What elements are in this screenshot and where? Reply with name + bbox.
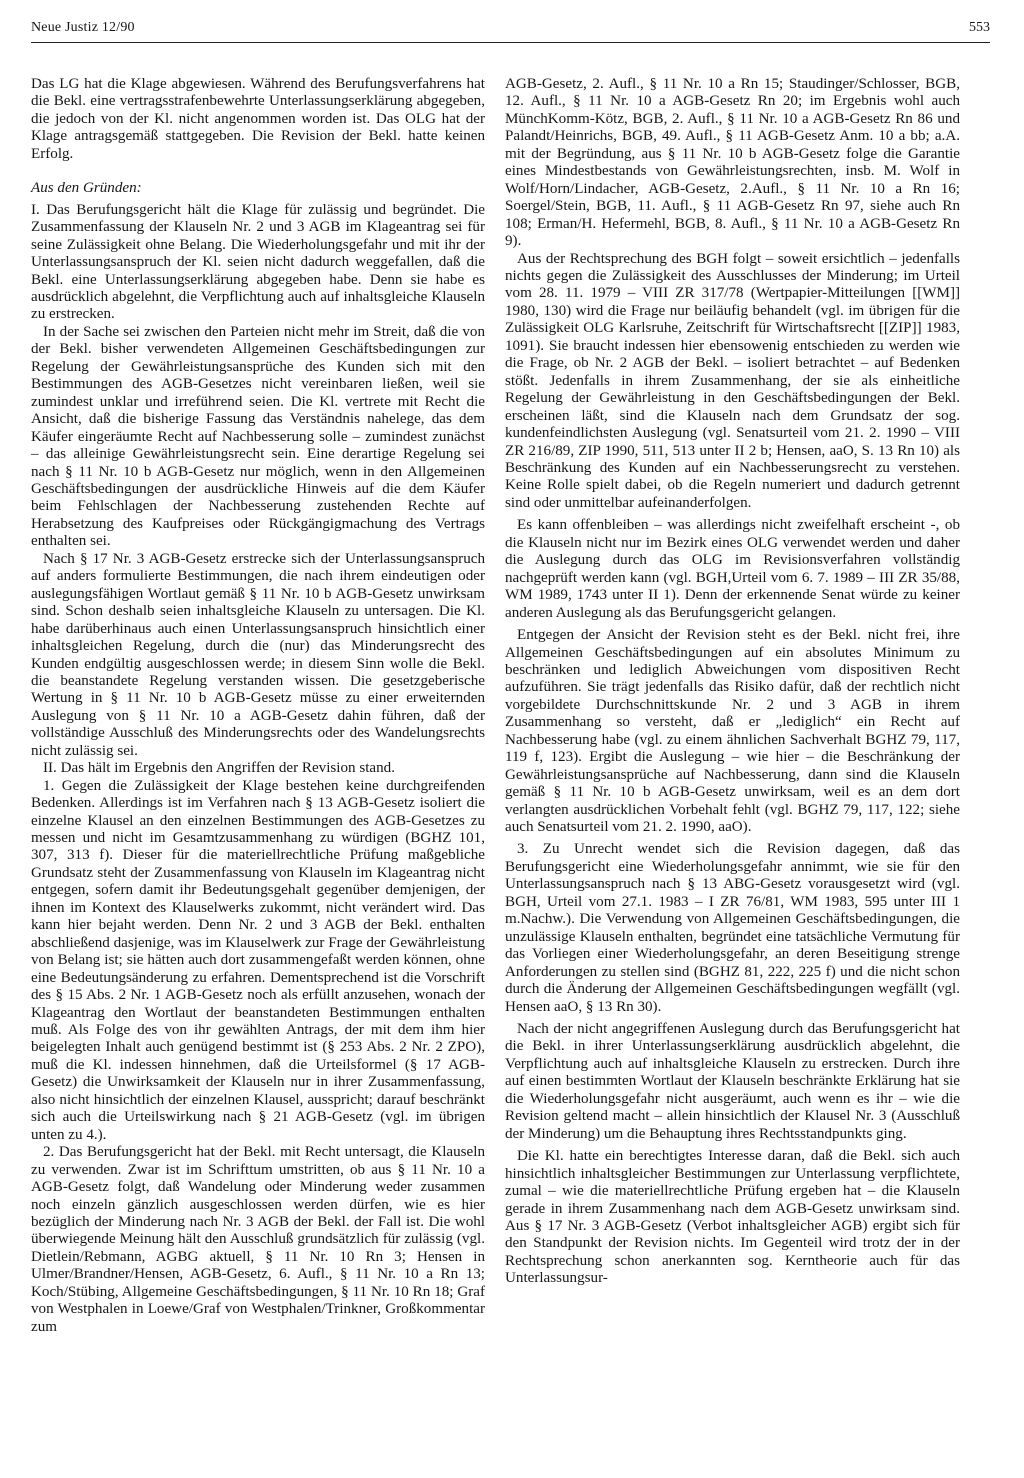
right-column (505, 76, 960, 1288)
paragraph: 3. Zu Unrecht wendet sich die Revision dagegen, daß das Berufungsgericht eine Wiederholungsgefahr annimmt, wie sie für den Unterlassungsanspruch nach § 13 ABG-Gesetz vorausgesetzt wird (vgl. BGH, Urteil vom 27.1. 1983 – I ZR 76/81, WM 1983, 595 unter III 1 m.Nachw.). Die Verwendung von Allgemeinen Geschäftsbedingungen, die unzulässige Klauseln enthalten, begründet eine tatsächliche Vermutung für das Vorliegen einer Wiederholungsgefahr, an deren Beseitigung strenge Anforderungen zu stellen sind (BGHZ 81, 222, 225 f) und die nicht schon durch die Änderung der Allgemeinen Geschäftsbedingungen wegfällt (vgl. Hensen aaO, § 13 Rn 30). (505, 841, 960, 1015)
page-header (31, 12, 990, 46)
paragraph: II. Das hält im Ergebnis den Angriffen der Revision stand. (43, 760, 395, 777)
paragraph: AGB-Gesetz, 2. Aufl., § 11 Nr. 10 a Rn 15; Staudinger/Schlosser, BGB, 12. Aufl., § 11 Nr. 10 a AGB-Gesetz Rn 20; im Ergebnis wohl auch MünchKomm-Kötz, BGB, 2. Aufl., § 11 Nr. 10 a AGB-Gesetz Rn 86 und Palandt/Heinrichs, BGB, 49. Aufl., § 11 AGB-Gesetz Anm. 10 a bb; a.A. mit der Begründung, aus § 11 Nr. 10 b AGB-Gesetz folge die Garantie eines Mindestbestands von Gewährleistungsrechten, insb. M. Wolf in Wolf/Horn/Lindacher, AGB-Gesetz, 2.Aufl., § 11 Nr. 10 a Rn 16; Soergel/Stein, BGB, 11. Aufl., § 11 AGB-Gesetz Rn 97, siehe auch Rn 108; Erman/H. Hefermehl, BGB, 8. Aufl., § 11 Nr. 10 a AGB-Gesetz Rn 9). (505, 76, 960, 250)
paragraph: Aus der Rechtsprechung des BGH folgt – soweit ersichtlich – jedenfalls nichts gegen die Zulässigkeit des Ausschlusses der Minderung; im Urteil vom 28. 11. 1979 – VIII ZR 317/78 (Wertpapier-Mitteilungen [[WM]] 1980, 130) wird die Frage nur beiläufig behandelt (vgl. im übrigen für die Zulässigkeit OLG Karlsruhe, Zeitschrift für Wirtschaftsrecht [[ZIP]] 1983, 1091). Sie braucht indessen hier ebensowenig entschieden zu werden wie die Frage, ob Nr. 2 AGB der Bekl. – isoliert betrachtet – auf Bedenken stößt. Jedenfalls in ihrem Zusammenhang, der sie als einheitliche Regelung der Gewährleistung in den Geschäftsbedingungen der Bekl. erscheinen läßt, sind die Klauseln nach dem Grundsatz der sog. kundenfeindlichsten Auslegung (vgl. Senatsurteil vom 21. 2. 1990 – VIII ZR 216/89, ZIP 1990, 511, 513 unter II 2 b; Hensen, aaO, S. 13 Rn 10) als Beschränkung des Kunden auf ein Nachbesserungsrecht zu verstehen. Keine Rolle spielt dabei, ob die Regeln numeriert und dadurch getrennt sind oder unmittelbar aufeinanderfolgen. (505, 250, 960, 511)
paragraph: Das LG hat die Klage abgewiesen. Während des Berufungsverfahrens hat die Bekl. eine vertragsstrafenbewehrte Unterlassungserklärung abgegeben, die jedoch von der Kl. nicht angenommen worden ist. Das OLG hat der Klage antragsgemäß stattgegeben. Die Revision der Bekl. hatte keinen Erfolg. (31, 76, 485, 162)
left-column (31, 76, 485, 1336)
paragraph: I. Das Berufungsgericht hält die Klage für zulässig und begründet. Die Zusammenfassung der Klauseln Nr. 2 und 3 AGB im Klageantrag sei für seine Zulässigkeit ohne Belang. Die Wiederholungsgefahr und mit ihr der Unterlassungsanspruch der Kl. seien nicht dadurch weggefallen, daß die Bekl. eine Unterlassungserklärung abgegeben habe. Denn sie habe es ausdrücklich abgelehnt, die Verpflichtung auch auf inhaltsgleiche Klauseln zu erstrecken. (31, 201, 485, 323)
paragraph: Es kann offenbleiben – was allerdings nicht zweifelhaft erscheint -, ob die Klauseln nicht nur im Bezirk eines OLG verwendet werden und daher die Auslegung durch das OLG im Revisionsverfahren vollständig nachgeprüft werden kann (vgl. BGH,Urteil vom 6. 7. 1989 – III ZR 35/88, WM 1989, 1743 unter II 1). Denn der erkennende Senat würde zu keiner anderen Auslegung als das Berufungsgericht gelangen. (505, 517, 960, 621)
header-rule (31, 42, 990, 43)
paragraph: In der Sache sei zwischen den Parteien nicht mehr im Streit, daß die von der Bekl. bisher verwendeten Allgemeinen Geschäftsbedingungen zur Regelung der Gewährleistungsansprüche des Kunden sich mit den Bestimmungen des AGB-Gesetzes nicht vereinbaren ließen, weil sie zumindest unklar und irreführend seien. Die Kl. vertrete mit Recht die Ansicht, daß die bisherige Fassung das Verständnis nahelege, das dem Käufer eingeräumte Recht auf Nachbesserung solle – zumindest zunächst – das alleinige Gewährleistungsrecht sein. Eine derartige Regelung sei nach § 11 Nr. 10 b AGB-Gesetz nur möglich, wenn in den Allgemeinen Geschäftsbedingungen der ausdrückliche Hinweis auf die dem Käufer beim Fehlschlagen der Nachbesserung zustehenden Rechte auf Herabsetzung des Kaufpreises oder Rückgängigmachung des Vertrags enthalten sei. (31, 323, 485, 550)
paragraph: Nach der nicht angegriffenen Auslegung durch das Berufungsgericht hat die Bekl. in ihrer Unterlassungserklärung ausdrücklich abgelehnt, die Verpflichtung auch auf inhaltsgleiche Klauseln zu erstrecken. Durch ihre auf einen bestimmten Wortlaut der Klauseln beschränkte Erklärung hat sie die Wiederholungsgefahr nicht ausgeräumt, auch wenn es ihr – wie die Revision geltend macht – allein hinsichtlich der Klausel Nr. 3 (Ausschluß der Minderung) um die Behauptung ihres Rechtsstandpunkts ging. (505, 1021, 960, 1142)
paragraph: 1. Gegen die Zulässigkeit der Klage bestehen keine durchgreifenden Bedenken. Allerdings ist im Verfahren nach § 13 AGB-Gesetz isoliert die einzelne Klausel an den einzelnen Bestimmungen des AGB-Gesetzes zu messen und nicht im Gesamtzusammenhang zu würdigen (BGHZ 101, 307, 313 f). Dieser für die materiellrechtliche Prüfung maßgebliche Grundsatz steht der Zusammenfassung von Klauseln im Klageantrag nicht entgegen, sofern damit ihr Bedeutungsgehalt gegenüber demjenigen, der ihnen im Kontext des Klauselwerks zukommt, nicht verändert wird. Das kann hier bejaht werden. Denn Nr. 2 und 3 AGB der Bekl. enthalten abschließend dasjenige, was im Klauselwerk zur Frage der Gewährleistung von Belang ist; sie hätten auch dort zusammengefaßt werden können, ohne eine Bedeutungsänderung zu erfahren. Dementsprechend ist die Vorschrift des § 15 Abs. 2 Nr. 1 AGB-Gesetz noch als erfüllt anzusehen, wonach der Klageantrag den Wortlaut der beanstandeten Bestimmungen enthalten muß. Als Folge des von ihr gewählten Antrags, der mit dem ihm hier beigelegten Inhalt auch genügend bestimmt ist (§ 253 Abs. 2 Nr. 2 ZPO), muß die Kl. indessen hinnehmen, daß die Urteilsformel (§ 17 AGB-Gesetz) die Unwirksamkeit der Klauseln nur in ihrer Zusammenfassung, also nicht hinsichtlich der einzelnen Klausel, ausspricht; darauf beschränkt sich auch die Urteilswirkung nach § 21 AGB-Gesetz (vgl. im übrigen unten zu 4.). (31, 777, 485, 1143)
paragraph: 2. Das Berufungsgericht hat der Bekl. mit Recht untersagt, die Klauseln zu verwenden. Zwar ist im Schrifttum umstritten, ob aus § 11 Nr. 10 a AGB-Gesetz folgt, daß Wandelung oder Minderung weder zusammen noch einzeln gänzlich ausgeschlossen werden dürfen, wie es hier bezüglich der Minderung nach Nr. 3 AGB der Bekl. der Fall ist. Die wohl überwiegende Meinung hält den Ausschluß grundsätzlich für zulässig (vgl. Dietlein/Rebmann, AGBG aktuell, § 11 Nr. 10 Rn 3; Hensen in Ulmer/Brandner/Hensen, AGB-Gesetz, 6. Aufl., § 11 Nr. 10 a Rn 13; Koch/Stübing, Allgemeine Geschäftsbedingungen, § 11 Nr. 10 Rn 18; Graf von Westphalen in Loewe/Graf von Westphalen/Trinkner, Großkommentar zum (31, 1144, 485, 1335)
section-subheading: Aus den Gründen: (31, 180, 142, 197)
paragraph: Nach § 17 Nr. 3 AGB-Gesetz erstrecke sich der Unterlassungsanspruch auf anders formulierte Bestimmungen, die nach ihrem eindeutigen oder auslegungsfähigen Wortlaut gemäß § 11 Nr. 10 b AGB-Gesetz unwirksam sind. Schon deshalb seien inhaltsgleiche Klauseln zu untersagen. Die Kl. habe darüberhinaus auch einen Unterlassungsanspruch hinsichtlich einer inhaltsgleichen Regelung, durch die (nur) das Minderungsrecht des Kunden endgültig ausgeschlossen werde; in diesem Sinn wolle die Bekl. die beanstandete Regelung verstanden wissen. Die gesetzgeberische Wertung in § 11 Nr. 10 b AGB-Gesetz müsse zu einer erweiternden Auslegung von § 11 Nr. 10 a AGB-Gesetz dahin führen, daß der vollständige Ausschluß des Minderungsrechts oder des Wandelungsrechts nicht zulässig sei. (31, 550, 485, 759)
paragraph: Entgegen der Ansicht der Revision steht es der Bekl. nicht frei, ihre Allgemeinen Geschäftsbedingungen auf ein absolutes Minimum zu beschränken und lediglich Abweichungen vom dispositiven Recht aufzuführen. Sie trägt jedenfalls das Risiko dafür, daß der rechtlich nicht vorgebildete Durchschnittskunde Nr. 2 und 3 AGB in ihrem Zusammenhang so versteht, daß er „lediglich“ ein Recht auf Nachbesserung habe (vgl. zu einem ähnlichen Sachverhalt BGHZ 79, 117, 119 f, 123). Ergibt die Auslegung – wie hier – die Beschränkung der Gewährleistungsansprüche auf Nachbesserung, dann sind die Klauseln gemäß § 11 Nr. 10 b AGB-Gesetz unwirksam, weil es an dem dort verlangten ausdrücklichen Vorbehalt fehlt (vgl. BGHZ 79, 117, 122; siehe auch Senatsurteil vom 21. 2. 1990, aaO). (505, 627, 960, 836)
paragraph: Die Kl. hatte ein berechtigtes Interesse daran, daß die Bekl. sich auch hinsichtlich inhaltsgleicher Bestimmungen zur Unterlassung verpflichtete, zumal – wie die materiellrechtliche Prüfung ergeben hat – die Klauseln gerade in ihrem Zusammenhang nach dem AGB-Gesetz unwirksam sind. Aus § 17 Nr. 3 AGB-Gesetz (Verbot inhaltsgleicher AGB) ergibt sich für den Standpunkt der Revision nichts. Im Gegenteil wird trotz der in der Rechtsprechung schon anerkannten sog. Kerntheorie auch für das Unterlassungsur- (505, 1148, 960, 1287)
journal-title: Neue Justiz 12/90 (31, 20, 135, 35)
page-number: 553 (969, 20, 990, 35)
